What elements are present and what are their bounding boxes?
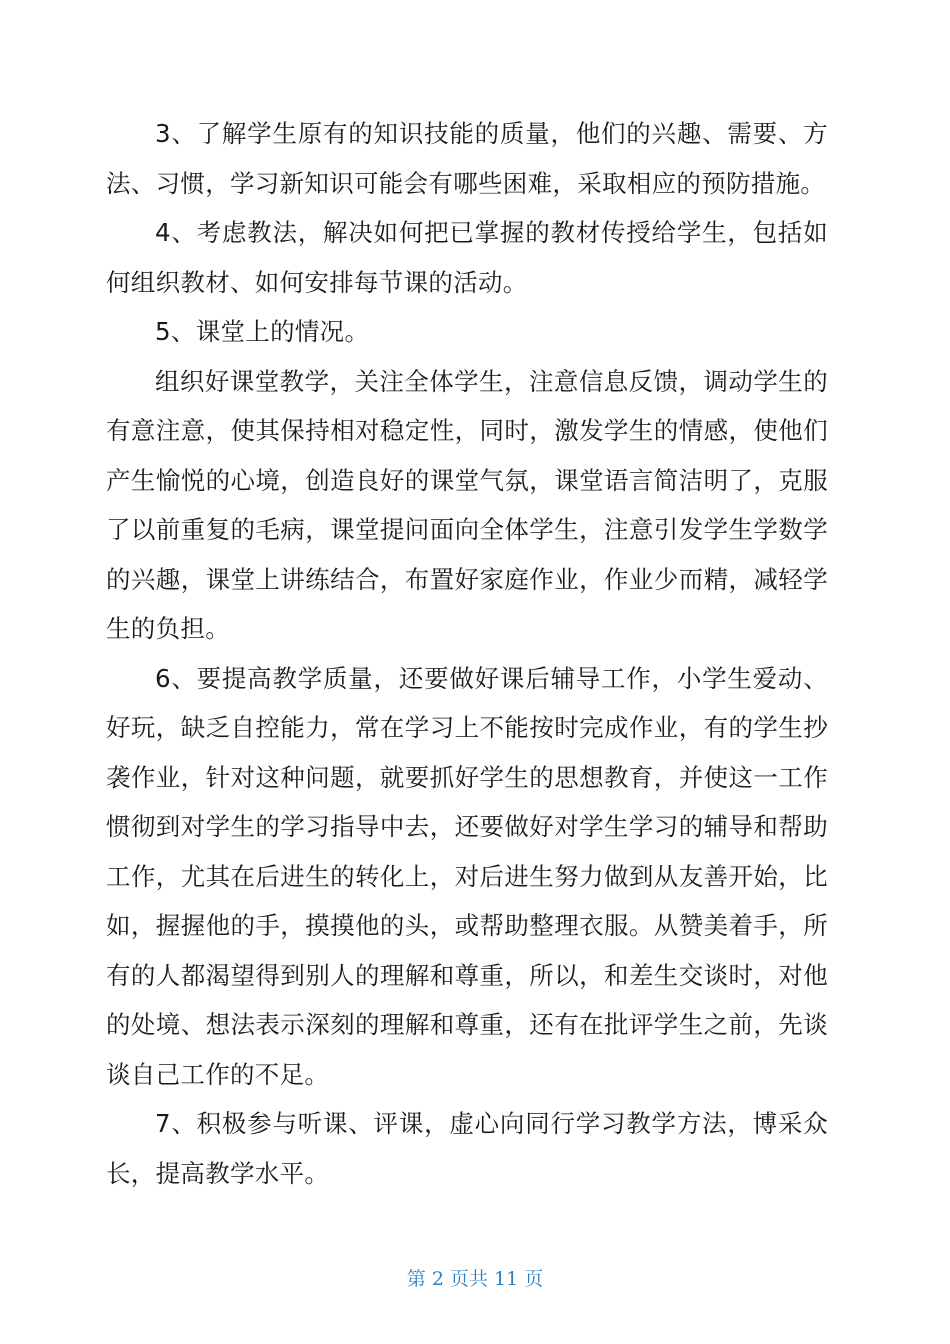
document-body [106,109,828,1198]
paragraph-item-7: 7、积极参与听课、评课，虚心向同行学习教学方法，博采众长，提高教学水平。 [106,1109,828,1188]
paragraph-item-4: 4、考虑教法，解决如何把已掌握的教材传授给学生，包括如何组织教材、如何安排每节课的活动。 [106,218,828,297]
page-number-label: 第 2 页共 11 页 [406,1268,544,1290]
paragraph-classroom-teaching: 组织好课堂教学，关注全体学生，注意信息反馈，调动学生的有意注意，使其保持相对稳定性，同时，激发学生的情感，使他们产生愉悦的心境，创造良好的课堂气氛，课堂语言简洁明了，克服了以前重复的毛病，课堂提问面向全体学生，注意引发学生学数学的兴趣，课堂上讲练结合，布置好家庭作业，作业少而精，减轻学生的负担。 [106,366,828,643]
paragraph-item-6: 6、要提高教学质量，还要做好课后辅导工作，小学生爱动、好玩，缺乏自控能力，常在学习上不能按时完成作业，有的学生抄袭作业，针对这种问题，就要抓好学生的思想教育，并使这一工作惯彻到对学生的学习指导中去，还要做好对学生学习的辅导和帮助工作，尤其在后进生的转化上，对后进生努力做到从友善开始，比如，握握他的手，摸摸他的头，或帮助整理衣服。从赞美着手，所有的人都渴望得到别人的理解和尊重，所以，和差生交谈时，对他的处境、想法表示深刻的理解和尊重，还有在批评学生之前，先谈谈自己工作的不足。 [106,663,828,1089]
page-footer [0,1264,950,1291]
paragraph-item-5: 5、课堂上的情况。 [155,317,370,346]
paragraph-item-3: 3、了解学生原有的知识技能的质量，他们的兴趣、需要、方法、习惯，学习新知识可能会有哪些困难，采取相应的预防措施。 [106,119,828,198]
